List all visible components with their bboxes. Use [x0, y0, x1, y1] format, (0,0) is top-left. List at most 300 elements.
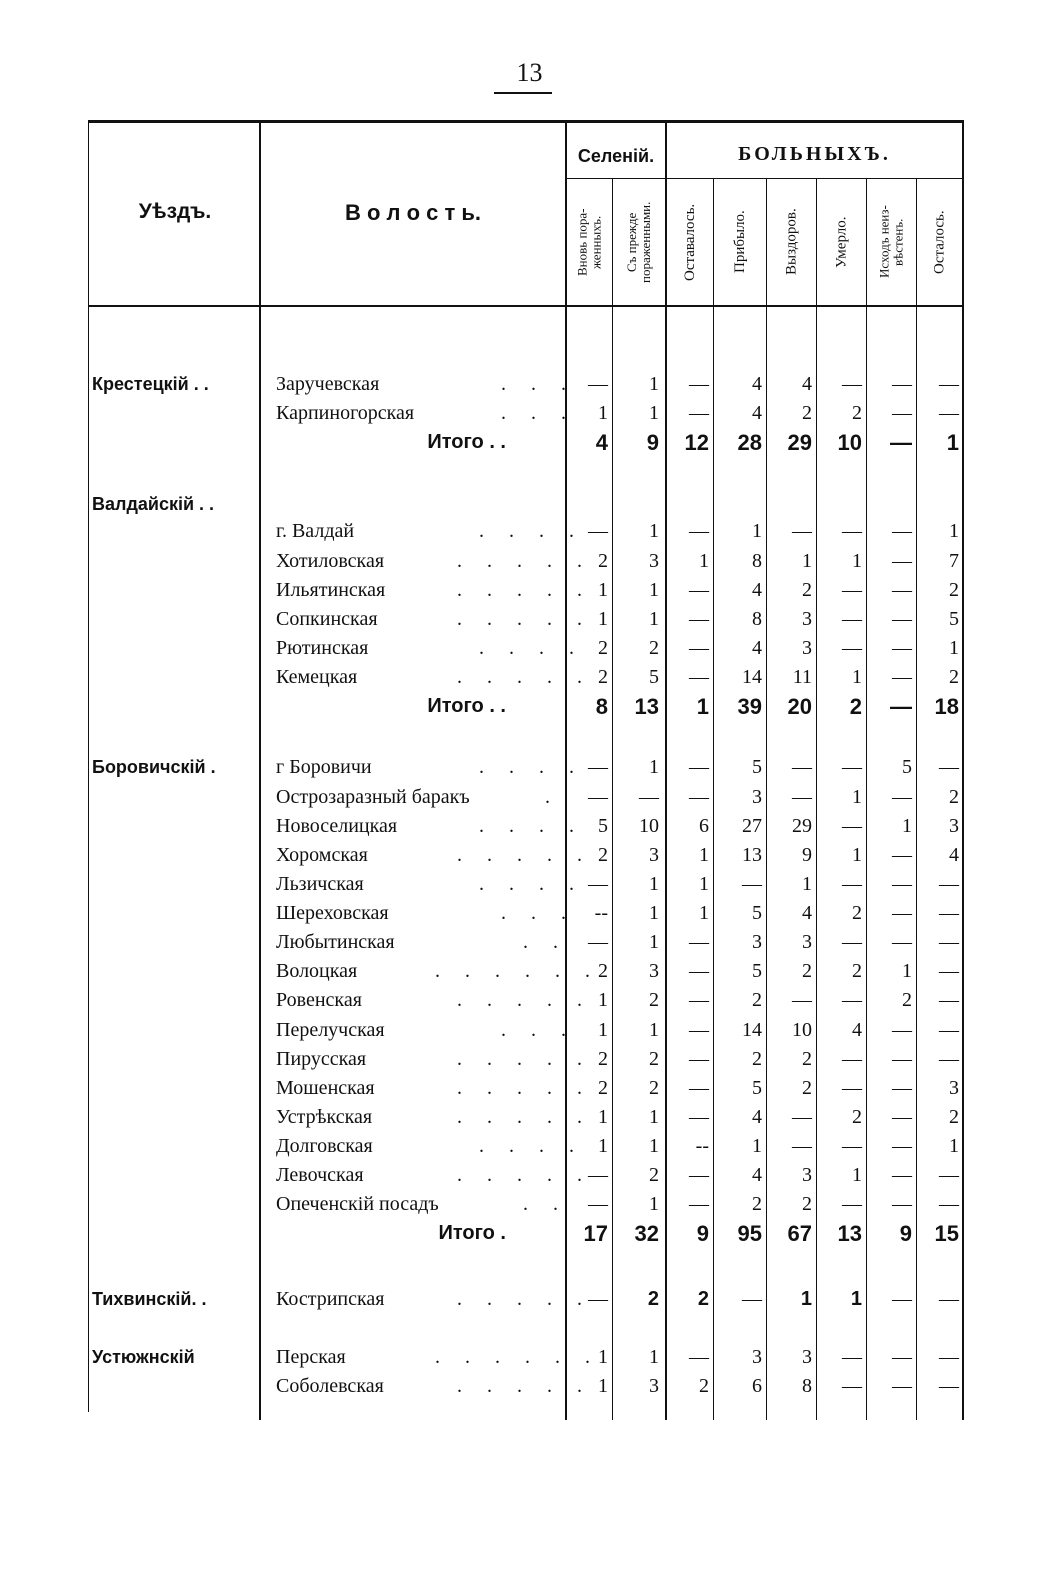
value-cell: 1 [649, 1106, 659, 1128]
value-cell: 4 [802, 902, 812, 924]
table-row [0, 1190, 1059, 1219]
value-cell: 3 [649, 960, 659, 982]
value-cell: 2 [598, 960, 608, 982]
leader-dots: . [545, 786, 560, 808]
value-cell: — [689, 608, 709, 630]
value-cell: 9 [802, 844, 812, 866]
value-cell: — [792, 1106, 812, 1128]
value-cell: — [892, 1048, 912, 1070]
uezd-cell [92, 986, 262, 1015]
value-cell: 2 [852, 960, 862, 982]
value-cell: 1 [598, 1019, 608, 1041]
value-cell: — [792, 520, 812, 542]
value-cell: — [689, 1077, 709, 1099]
value-cell: 9 [646, 430, 659, 455]
value-cell: 2 [852, 402, 862, 424]
value-cell: — [842, 1077, 862, 1099]
value-cell: — [742, 873, 762, 895]
value-cell: 29 [787, 430, 812, 455]
uezd-cell [92, 870, 262, 899]
volost-cell: Ровенская [276, 989, 362, 1011]
value-cell: 1 [649, 1193, 659, 1215]
value-cell: 1 [649, 1346, 659, 1368]
volost-cell: Перелучская [276, 1019, 385, 1041]
value-cell: 2 [699, 1375, 709, 1397]
table-row [0, 605, 1059, 634]
value-cell: 2 [598, 550, 608, 572]
table-row [0, 1103, 1059, 1132]
value-cell: 13 [837, 1221, 862, 1246]
uezd-cell [92, 812, 262, 841]
value-cell: 1 [800, 1288, 812, 1310]
volost-cell: Рютинская [276, 637, 369, 659]
value-cell: 2 [649, 1048, 659, 1070]
value-cell: 1 [949, 1135, 959, 1157]
value-cell: 1 [598, 1346, 608, 1368]
value-cell: — [842, 1048, 862, 1070]
value-cell: — [892, 1288, 912, 1310]
leader-dots: . . . . . [457, 550, 592, 572]
value-cell: 1 [949, 520, 959, 542]
value-cell: 5 [752, 960, 762, 982]
uezd-cell [92, 1016, 262, 1045]
volost-cell: Устрѣкская [276, 1106, 373, 1128]
header-col-unknown: Исходъ неиз-вѣстенъ. [876, 205, 906, 279]
value-cell: — [689, 756, 709, 778]
leader-dots: . . . . . [457, 1106, 592, 1128]
value-cell: — [588, 931, 608, 953]
value-cell: — [939, 756, 959, 778]
value-cell: 1 [598, 989, 608, 1011]
table-row [0, 576, 1059, 605]
leader-dots: . . . . . [457, 1048, 592, 1070]
table-row [0, 841, 1059, 870]
value-cell: — [892, 520, 912, 542]
value-cell: — [890, 430, 912, 455]
uezd-cell [92, 547, 262, 576]
value-cell: 2 [802, 960, 812, 982]
value-cell: 2 [752, 989, 762, 1011]
table-row [0, 753, 1059, 782]
value-cell: 1 [598, 1106, 608, 1128]
value-cell: 4 [752, 1164, 762, 1186]
volost-cell: Острозаразный баракъ [276, 786, 470, 808]
value-cell: 4 [852, 1019, 862, 1041]
volost-cell: Мошенская [276, 1077, 375, 1099]
value-cell: — [892, 1346, 912, 1368]
value-cell: 2 [802, 1048, 812, 1070]
value-cell: — [588, 1288, 608, 1310]
value-cell: — [792, 1135, 812, 1157]
value-cell: 2 [598, 844, 608, 866]
value-cell: 32 [634, 1221, 659, 1246]
volost-cell: Хотиловская [276, 550, 385, 572]
value-cell: 5 [752, 1077, 762, 1099]
uezd-cell [92, 1045, 262, 1074]
leader-dots: . . . [501, 1019, 576, 1041]
value-cell: 3 [752, 1346, 762, 1368]
uezd-cell [92, 399, 262, 428]
value-cell: — [689, 931, 709, 953]
total-label: Итого . . [427, 431, 506, 453]
value-cell: 1 [649, 520, 659, 542]
value-cell: 1 [598, 1135, 608, 1157]
value-cell: 8 [752, 608, 762, 630]
leader-dots: . . . . . [457, 666, 592, 688]
volost-cell: г. Валдай [276, 520, 355, 542]
value-cell: 5 [598, 815, 608, 837]
volost-cell: Заручевская [276, 373, 380, 395]
value-cell: 2 [802, 1193, 812, 1215]
table-row [0, 663, 1059, 692]
value-cell: 4 [752, 402, 762, 424]
volost-cell: Ильятинская [276, 579, 386, 601]
value-cell: 3 [752, 786, 762, 808]
value-cell: — [892, 1077, 912, 1099]
value-cell: — [689, 579, 709, 601]
uezd-cell: Устюжнскій [92, 1347, 195, 1367]
table-row [0, 870, 1059, 899]
value-cell: 3 [802, 1346, 812, 1368]
value-cell: — [689, 786, 709, 808]
leader-dots: . . . . . [457, 1288, 592, 1310]
leader-dots: . . . [501, 402, 576, 424]
value-cell: — [689, 1193, 709, 1215]
value-cell: 8 [752, 550, 762, 572]
value-cell: 4 [752, 373, 762, 395]
value-cell: 3 [649, 550, 659, 572]
uezd-cell: Боровичскій . [92, 757, 216, 777]
volost-cell [276, 490, 556, 519]
table-row [0, 1016, 1059, 1045]
leader-dots: . . . . [479, 520, 584, 542]
value-cell: 1 [598, 608, 608, 630]
value-cell: — [892, 1019, 912, 1041]
value-cell: — [892, 1164, 912, 1186]
value-cell: 2 [649, 1164, 659, 1186]
leader-dots: . . . . . [457, 1375, 592, 1397]
value-cell: — [792, 756, 812, 778]
uezd-cell [92, 1132, 262, 1161]
value-cell: 1 [699, 550, 709, 572]
value-cell: 13 [742, 844, 762, 866]
value-cell: 5 [752, 902, 762, 924]
value-cell: — [588, 786, 608, 808]
value-cell: — [939, 989, 959, 1011]
table-total-row [0, 692, 1059, 721]
value-cell: — [689, 1106, 709, 1128]
value-cell: 1 [649, 579, 659, 601]
header-seleniy: Селеній. [577, 146, 655, 166]
value-cell: — [588, 1193, 608, 1215]
value-cell [568, 490, 608, 519]
value-cell: 20 [787, 694, 812, 719]
value-cell: 12 [684, 430, 709, 455]
volost-cell: Левочская [276, 1164, 364, 1186]
table-row [0, 1074, 1059, 1103]
value-cell: — [689, 402, 709, 424]
value-cell: 1 [852, 786, 862, 808]
value-cell: — [842, 608, 862, 630]
uezd-cell [92, 783, 262, 812]
value-cell: 6 [699, 815, 709, 837]
value-cell: 1 [852, 844, 862, 866]
value-cell: — [842, 756, 862, 778]
header-col-remained: Осталось. [931, 210, 948, 274]
value-cell: — [742, 1288, 762, 1310]
value-cell: 1 [649, 902, 659, 924]
table-row [0, 1343, 1059, 1372]
value-cell: 10 [639, 815, 659, 837]
header-uezd: Уѣздъ. [138, 200, 212, 223]
uezd-cell [92, 663, 262, 692]
value-cell: 9 [696, 1221, 709, 1246]
value-cell: 3 [752, 931, 762, 953]
value-cell: 2 [647, 1288, 659, 1310]
value-cell: — [892, 931, 912, 953]
value-cell: 2 [752, 1193, 762, 1215]
table-total-row [0, 428, 1059, 457]
value-cell: — [842, 1135, 862, 1157]
volost-cell: Кострипская [276, 1288, 385, 1310]
value-cell: — [689, 637, 709, 659]
value-cell: -- [594, 902, 608, 924]
header-col-remained-before: Оставалось. [682, 203, 698, 281]
value-cell: — [939, 402, 959, 424]
value-cell: 15 [934, 1221, 959, 1246]
value-cell: 13 [634, 694, 659, 719]
leader-dots: . . . . [479, 873, 584, 895]
value-cell: 2 [802, 402, 812, 424]
value-cell: 2 [649, 989, 659, 1011]
leader-dots: . . . [501, 902, 576, 924]
volost-cell: Долговская [276, 1135, 373, 1157]
uezd-cell [92, 1161, 262, 1190]
leader-dots: . . . . . . [435, 1346, 600, 1368]
value-cell: — [792, 786, 812, 808]
value-cell: 11 [792, 666, 812, 688]
value-cell: 1 [949, 637, 959, 659]
value-cell: 1 [598, 579, 608, 601]
table-row [0, 986, 1059, 1015]
value-cell: — [689, 1346, 709, 1368]
value-cell: 10 [792, 1019, 812, 1041]
total-label: Итого . [438, 1222, 506, 1244]
table-row [0, 634, 1059, 663]
leader-dots: . . . . . . [435, 960, 600, 982]
value-cell [714, 490, 762, 519]
value-cell: — [588, 756, 608, 778]
table-row [0, 1161, 1059, 1190]
value-cell: 9 [899, 1221, 912, 1246]
value-cell: — [892, 373, 912, 395]
value-cell: 1 [752, 1135, 762, 1157]
value-cell [766, 490, 812, 519]
value-cell [816, 490, 862, 519]
value-cell: — [939, 373, 959, 395]
leader-dots: . . [523, 931, 568, 953]
value-cell: 4 [949, 844, 959, 866]
table-row [0, 899, 1059, 928]
value-cell: — [842, 815, 862, 837]
table-row [0, 1372, 1059, 1401]
value-cell: 1 [902, 960, 912, 982]
value-cell: 2 [949, 579, 959, 601]
volost-cell: Перская [276, 1346, 346, 1368]
value-cell: 2 [949, 786, 959, 808]
table-row [0, 370, 1059, 399]
value-cell: 1 [598, 402, 608, 424]
uezd-cell [92, 928, 262, 957]
table-row [0, 812, 1059, 841]
value-cell: 1 [649, 608, 659, 630]
value-cell: — [892, 1135, 912, 1157]
value-cell: 2 [802, 1077, 812, 1099]
value-cell: — [892, 786, 912, 808]
value-cell: 1 [649, 756, 659, 778]
value-cell: 1 [649, 402, 659, 424]
value-cell: — [842, 373, 862, 395]
value-cell: 1 [649, 1019, 659, 1041]
value-cell: — [939, 1346, 959, 1368]
value-cell: — [892, 579, 912, 601]
value-cell: 1 [649, 873, 659, 895]
value-cell: 1 [699, 902, 709, 924]
value-cell: — [792, 989, 812, 1011]
value-cell: — [842, 931, 862, 953]
uezd-cell [92, 517, 262, 546]
value-cell: — [842, 637, 862, 659]
header-bottom-rule [88, 305, 964, 307]
value-cell: — [588, 873, 608, 895]
value-cell: 1 [802, 873, 812, 895]
value-cell: 3 [802, 637, 812, 659]
leader-dots: . . . . [479, 637, 584, 659]
value-cell: 10 [837, 430, 862, 455]
value-cell: 1 [946, 430, 959, 455]
value-cell: 1 [649, 1135, 659, 1157]
volost-cell: Шереховская [276, 902, 389, 924]
value-cell: — [842, 520, 862, 542]
value-cell: — [939, 1288, 959, 1310]
value-cell: 4 [802, 373, 812, 395]
value-cell: — [689, 1019, 709, 1041]
table-row [0, 1132, 1059, 1161]
value-cell: 2 [752, 1048, 762, 1070]
value-cell: 1 [902, 815, 912, 837]
value-cell: — [939, 1164, 959, 1186]
header-col-arrived: Прибыло. [732, 210, 748, 274]
uezd-cell [92, 957, 262, 986]
table-row [0, 399, 1059, 428]
value-cell: 5 [649, 666, 659, 688]
value-cell [614, 490, 659, 519]
value-cell: 6 [752, 1375, 762, 1397]
value-cell: — [842, 989, 862, 1011]
uezd-cell: Тихвинскій. . [92, 1289, 207, 1309]
value-cell: 1 [752, 520, 762, 542]
header-col-died: Умерло. [833, 216, 850, 268]
value-cell: — [939, 902, 959, 924]
value-cell: — [892, 1193, 912, 1215]
leader-dots: . . . . [479, 756, 584, 778]
leader-dots: . . . . . [457, 1077, 592, 1099]
value-cell: 28 [737, 430, 762, 455]
header-bolnykh: БОЛЬНЫХЪ. [738, 143, 891, 165]
value-cell: 2 [949, 666, 959, 688]
leader-dots: . . . . . [457, 608, 592, 630]
value-cell: 2 [649, 637, 659, 659]
value-cell: 4 [752, 1106, 762, 1128]
value-cell: — [689, 989, 709, 1011]
uezd-cell [92, 1103, 262, 1132]
value-cell: — [939, 873, 959, 895]
value-cell: 3 [802, 608, 812, 630]
uezd-cell [92, 899, 262, 928]
value-cell: 1 [699, 844, 709, 866]
uezd-cell [92, 841, 262, 870]
leader-dots: . . . [501, 373, 576, 395]
value-cell: 4 [752, 579, 762, 601]
value-cell: — [892, 402, 912, 424]
table-row [0, 517, 1059, 546]
value-cell: 5 [949, 608, 959, 630]
value-cell: 2 [849, 694, 862, 719]
table-row [0, 783, 1059, 812]
table-row [0, 1285, 1059, 1314]
uezd-cell [92, 1372, 262, 1401]
table-row [0, 490, 1059, 519]
value-cell: — [939, 1048, 959, 1070]
leader-dots: . . . . [479, 1135, 584, 1157]
value-cell: 14 [742, 1019, 762, 1041]
value-cell: 1 [598, 1375, 608, 1397]
value-cell: — [892, 1375, 912, 1397]
value-cell: — [939, 1193, 959, 1215]
value-cell: 7 [949, 550, 959, 572]
value-cell: 8 [802, 1375, 812, 1397]
value-cell: 3 [949, 815, 959, 837]
value-cell: — [689, 960, 709, 982]
value-cell: 8 [595, 694, 608, 719]
uezd-cell: Крестецкій . . [92, 374, 209, 394]
value-cell: — [842, 579, 862, 601]
value-cell: 2 [697, 1288, 709, 1310]
group-header-rule [565, 178, 964, 179]
uezd-cell [92, 1074, 262, 1103]
uezd-cell [92, 1190, 262, 1219]
value-cell: — [892, 844, 912, 866]
value-cell: — [892, 1106, 912, 1128]
header-volost: В о л о с т ь. [344, 200, 482, 225]
value-cell: 2 [598, 1048, 608, 1070]
value-cell: 4 [595, 430, 608, 455]
value-cell: 3 [802, 931, 812, 953]
value-cell: 1 [649, 931, 659, 953]
value-cell [866, 490, 912, 519]
value-cell: — [842, 1346, 862, 1368]
table-row [0, 957, 1059, 986]
leader-dots: . . . . . [457, 579, 592, 601]
value-cell: 2 [949, 1106, 959, 1128]
leader-dots: . . . . . [457, 844, 592, 866]
uezd-cell: Валдайскій . . [92, 494, 215, 514]
value-cell: — [689, 520, 709, 542]
value-cell: — [842, 1193, 862, 1215]
volost-cell: Сопкинская [276, 608, 378, 630]
total-label: Итого . . [427, 695, 506, 717]
value-cell: — [689, 373, 709, 395]
